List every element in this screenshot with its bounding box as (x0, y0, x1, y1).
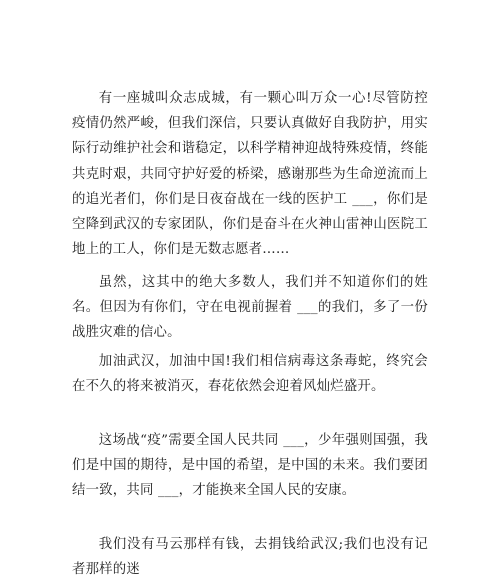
paragraph-united-city: 有一座城叫众志成城，有一颗心叫万众一心!尽管防控疫情仍然严峻，但我们深信，只要认真做好自我防护，用实际行动维护社会和谐稳定，以科学精神迎战特殊疫情，终能共克时艰，共同守护好爱的桥梁，感谢那些为生命逆流而上的追光者们，你们是日夜奋战在一线的医护工 ___，你们是空降到武汉的专家团队，你们是奋斗在火神山雷神山医院工地上的工人，你们是无数志愿者…… (72, 91, 428, 258)
paragraph-nationwide-effort: 这场战“疫”需要全国人民共同 ___，少年强则国强，我们是中国的期待，是中国的希望，是中国的未来。我们要团结一致，共同 ___，才能换来全国人民的安康。 (72, 433, 428, 499)
paragraph-go-wuhan: 加油武汉，加油中国!我们相信病毒这条毒蛇，终究会在不久的将来被消灭，春花依然会迎着风灿烂盛开。 (72, 354, 428, 395)
paragraph-unknown-names: 虽然，这其中的绝大多数人，我们并不知道你们的姓名。但因为有你们，守在电视前握着 ___的我们，多了一份战胜灾难的信心。 (72, 275, 428, 341)
paragraph-not-rich: 我们没有马云那样有钱，去捐钱给武汉;我们也没有记者那样的迷 (72, 537, 428, 578)
